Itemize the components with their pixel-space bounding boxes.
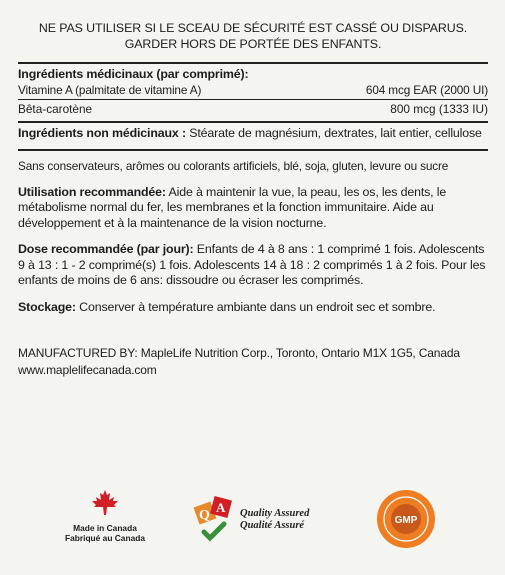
maple-leaf-icon bbox=[90, 488, 120, 518]
non-medicinal-section bbox=[18, 126, 488, 142]
free-from-text: Sans conservateurs, arômes ou colorants artificiels, blé, soja, gluten, levure ou sucre bbox=[18, 159, 449, 173]
warning-text bbox=[18, 20, 488, 52]
ingredient-row bbox=[18, 83, 488, 98]
gmp-seal-logo bbox=[375, 488, 437, 550]
made-in-canada-logo bbox=[50, 488, 160, 543]
label-panel bbox=[18, 20, 488, 379]
ingredient-amount: 604 mcg EAR (2000 UI) bbox=[365, 82, 488, 97]
warning-line-1: NE PAS UTILISER SI LE SCEAU DE SÉCURITÉ EST CASSÉ OU DISPARUS. bbox=[38, 21, 468, 35]
manufacturer-block bbox=[18, 345, 488, 379]
divider bbox=[18, 99, 488, 100]
ingredient-row bbox=[18, 102, 488, 117]
non-medicinal-heading: Ingrédients non médicinaux : bbox=[18, 125, 186, 140]
medicinal-heading: Ingrédients médicinaux (par comprimé): bbox=[18, 67, 249, 81]
non-medicinal-text: Stéarate de magnésium, dextrates, lait entier, cellulose bbox=[185, 125, 482, 140]
manufacturer-url: www.maplelifecanada.com bbox=[18, 363, 157, 377]
usage-heading: Utilisation recommandée: bbox=[18, 184, 166, 199]
dose-section bbox=[18, 242, 488, 289]
qa-badge-icon bbox=[190, 490, 240, 542]
usage-text: Aide à maintenir la vue, la peau, les os, les dents, le métabolisme normal du fer, les membranes et la fonction immunitaire. Aide au développement et à la maintenance de la vision nocturne. bbox=[18, 184, 447, 230]
made-in-canada-text: Made in Canada bbox=[73, 523, 137, 533]
manufacturer-line: MANUFACTURED BY: MapleLife Nutrition Corp., Toronto, Ontario M1X 1G5, Canada bbox=[18, 346, 460, 360]
svg-text:A: A bbox=[216, 500, 226, 515]
divider bbox=[18, 121, 488, 123]
quality-assured-logo bbox=[190, 490, 350, 550]
divider bbox=[18, 62, 488, 64]
fabrique-au-canada-text: Fabriqué au Canada bbox=[64, 533, 146, 543]
medicinal-section bbox=[18, 67, 488, 98]
dose-heading: Dose recommandée (par jour): bbox=[18, 242, 194, 256]
dose-text: Enfants de 4 à 8 ans : 1 comprimé 1 fois. Adolescents 9 à 13 : 1 - 2 comprimé(s) 1 fois. Adolescents 14 à 18 : 2 comprimés 1 à 2 fois. Pour les enfants de moins de 6 ans: dissoudre ou écraser les comprimés. bbox=[18, 242, 486, 287]
warning-line-2: GARDER HORS DE PORTÉE DES ENFANTS. bbox=[124, 37, 382, 51]
svg-text:Q: Q bbox=[199, 508, 210, 523]
quality-assured-text bbox=[240, 508, 309, 532]
storage-section bbox=[18, 300, 488, 316]
divider bbox=[18, 149, 488, 151]
gmp-seal-icon bbox=[375, 488, 437, 550]
quality-assured-fr: Qualité Assuré bbox=[240, 520, 305, 531]
gmp-text: GMP bbox=[394, 515, 418, 526]
quality-assured-en: Quality Assured bbox=[240, 508, 310, 519]
storage-text: Conserver à température ambiante dans un endroit sec et sombre. bbox=[75, 299, 436, 314]
ingredient-name: Vitamine A (palmitate de vitamine A) bbox=[18, 82, 202, 97]
usage-section bbox=[18, 185, 488, 232]
storage-heading: Stockage: bbox=[18, 299, 76, 314]
certification-logos bbox=[0, 488, 505, 568]
ingredient-amount: 800 mcg (1333 IU) bbox=[390, 101, 488, 116]
ingredient-name: Bêta-carotène bbox=[18, 101, 93, 116]
